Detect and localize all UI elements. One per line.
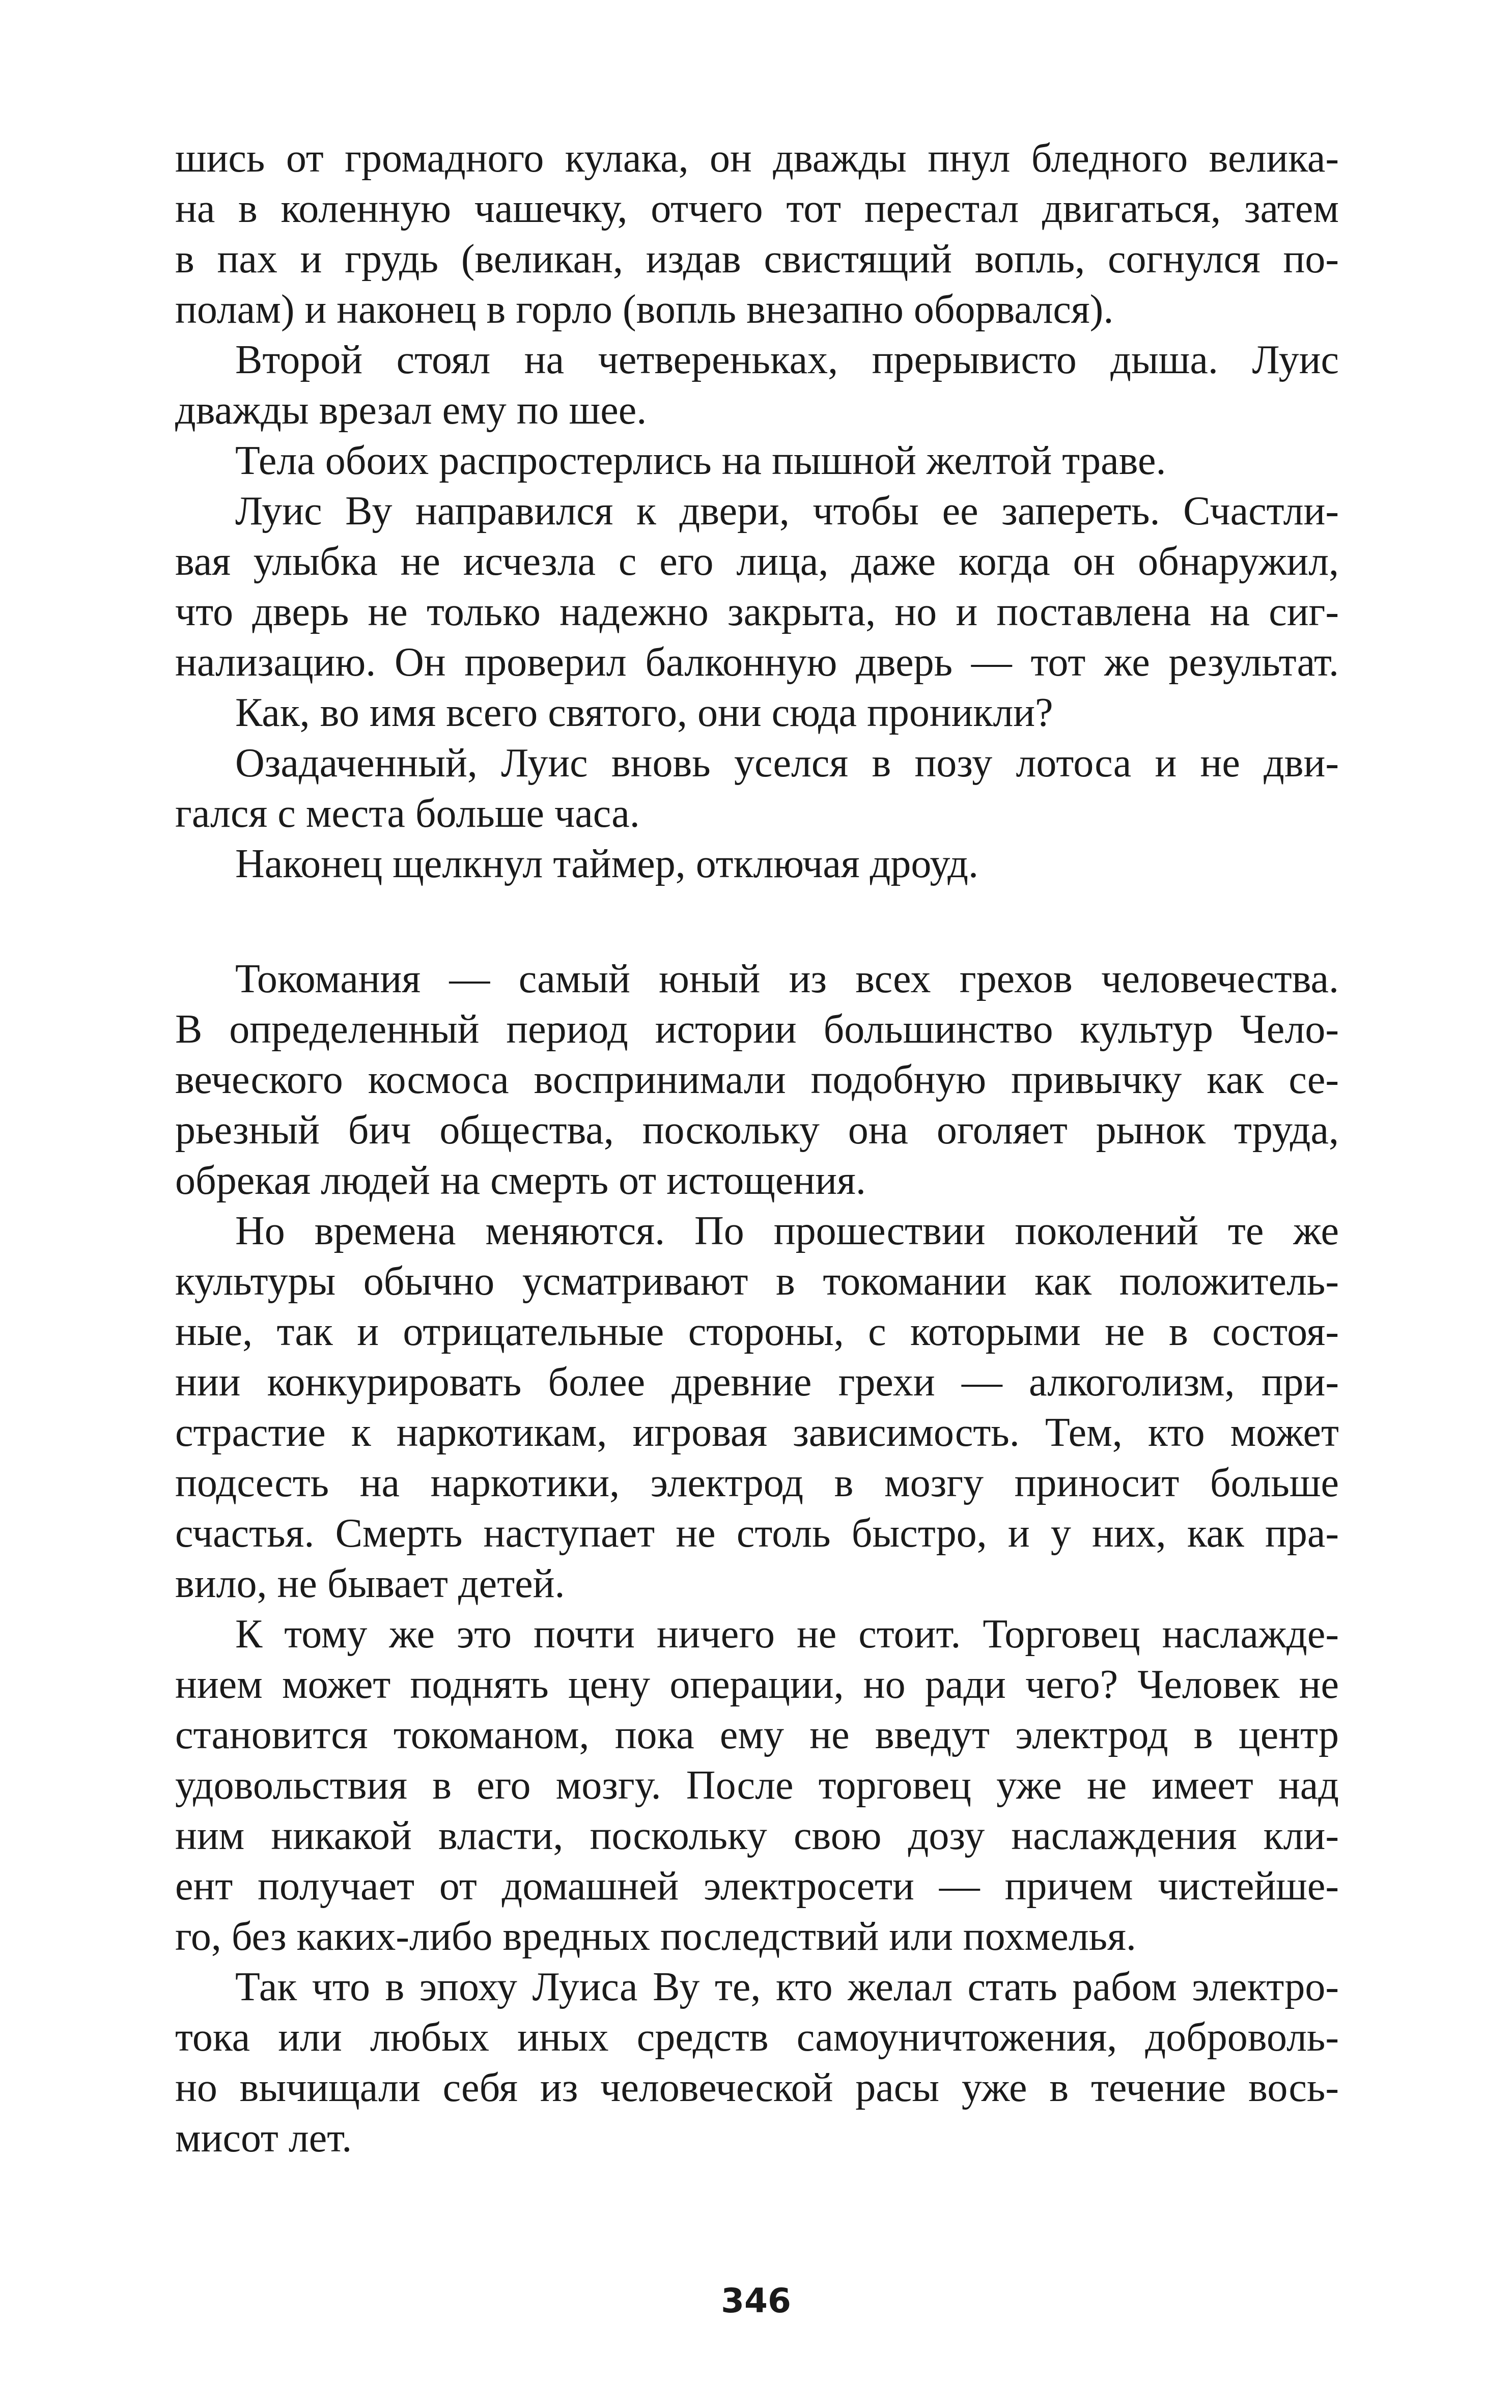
- text-line: обрекая людей на смерть от истощения.: [175, 1158, 866, 1203]
- text-line: тока или любых иных средств самоуничтожения, доброволь-: [175, 2015, 1339, 2060]
- text-line: счастья. Смерть наступает не столь быстро, и у них, как пра-: [175, 1511, 1339, 1556]
- text-line: Но времена меняются. По прошествии поколений те же: [235, 1209, 1339, 1253]
- text-line: Второй стоял на четвереньках, прерывисто дыша. Луис: [235, 338, 1339, 382]
- text-line: на в коленную чашечку, отчего тот перестал двигаться, затем: [175, 186, 1339, 231]
- paragraph: [175, 133, 1339, 335]
- text-line: ент получает от домашней электросети — причем чистейше-: [175, 1864, 1339, 1909]
- section-2: [175, 954, 1339, 2164]
- section-1: [175, 133, 1339, 889]
- text-line: ные, так и отрицательные стороны, с которыми не в состоя-: [175, 1309, 1339, 1354]
- text-line: Луис Ву направился к двери, чтобы ее запереть. Счастли-: [235, 489, 1339, 534]
- page-number: 346: [721, 2281, 791, 2320]
- text-line: мисот лет.: [175, 2116, 352, 2161]
- text-line: Озадаченный, Луис вновь уселся в позу лотоса и не дви-: [235, 741, 1339, 786]
- text-line: полам) и наконец в горло (вопль внезапно оборвался).: [175, 287, 1114, 332]
- text-line: нием может поднять цену операции, но ради чего? Человек не: [175, 1662, 1339, 1707]
- text-line: Тела обоих распростерлись на пышной желтой траве.: [235, 438, 1166, 483]
- paragraph: [175, 335, 1339, 436]
- paragraph: [175, 486, 1339, 688]
- text-line: го, без каких-либо вредных последствий или похмелья.: [175, 1914, 1136, 1959]
- text-line: гался с места больше часа.: [175, 791, 640, 836]
- paragraph: [175, 839, 1339, 889]
- paragraph: [175, 954, 1339, 1206]
- text-line: нии конкурировать более древние грехи — алкоголизм, при-: [175, 1360, 1339, 1405]
- text-line: веческого космоса воспринимали подобную привычку как се-: [175, 1057, 1339, 1102]
- text-line: культуры обычно усматривают в токомании как положитель-: [175, 1259, 1339, 1304]
- text-line: что дверь не только надежно закрыта, но и поставлена на сиг-: [175, 590, 1339, 634]
- text-line: шись от громадного кулака, он дважды пнул бледного велика-: [175, 136, 1339, 181]
- text-line: вая улыбка не исчезла с его лица, даже когда он обнаружил,: [175, 539, 1339, 584]
- paragraph: [175, 688, 1339, 738]
- paragraph: [175, 738, 1339, 839]
- text-line: удовольствия в его мозгу. После торговец уже не имеет над: [175, 1763, 1339, 1808]
- text-line: вило, не бывает детей.: [175, 1561, 565, 1606]
- text-line: в пах и грудь (великан, издав свистящий вопль, согнулся по-: [175, 237, 1339, 282]
- text-line: подсесть на наркотики, электрод в мозгу приносит больше: [175, 1461, 1339, 1505]
- paragraph: [175, 1206, 1339, 1609]
- text-line: страстие к наркотикам, игровая зависимость. Тем, кто может: [175, 1410, 1339, 1455]
- paragraph: [175, 1609, 1339, 1962]
- text-line: Токомания — самый юный из всех грехов человечества.: [235, 957, 1339, 1001]
- text-line: нализацию. Он проверил балконную дверь — тот же результат.: [175, 640, 1339, 685]
- text-line: рьезный бич общества, поскольку она оголяет рынок труда,: [175, 1108, 1339, 1153]
- text-line: К тому же это почти ничего не стоит. Торговец наслажде-: [235, 1612, 1339, 1657]
- text-line: ним никакой власти, поскольку свою дозу наслаждения кли-: [175, 1813, 1339, 1858]
- text-line: становится токоманом, пока ему не введут электрод в центр: [175, 1713, 1339, 1757]
- text-line: Так что в эпоху Луиса Ву те, кто желал стать рабом электро-: [235, 1965, 1339, 2009]
- paragraph: [175, 436, 1339, 486]
- text-line: Наконец щелкнул таймер, отключая дроуд.: [235, 842, 978, 886]
- text-line: В определенный период истории большинство культур Чело-: [175, 1007, 1339, 1052]
- text-line: дважды врезал ему по шее.: [175, 388, 647, 433]
- text-line: но вычищали себя из человеческой расы уже в течение вось-: [175, 2065, 1339, 2110]
- paragraph: [175, 1962, 1339, 2164]
- text-line: Как, во имя всего святого, они сюда проникли?: [235, 690, 1053, 735]
